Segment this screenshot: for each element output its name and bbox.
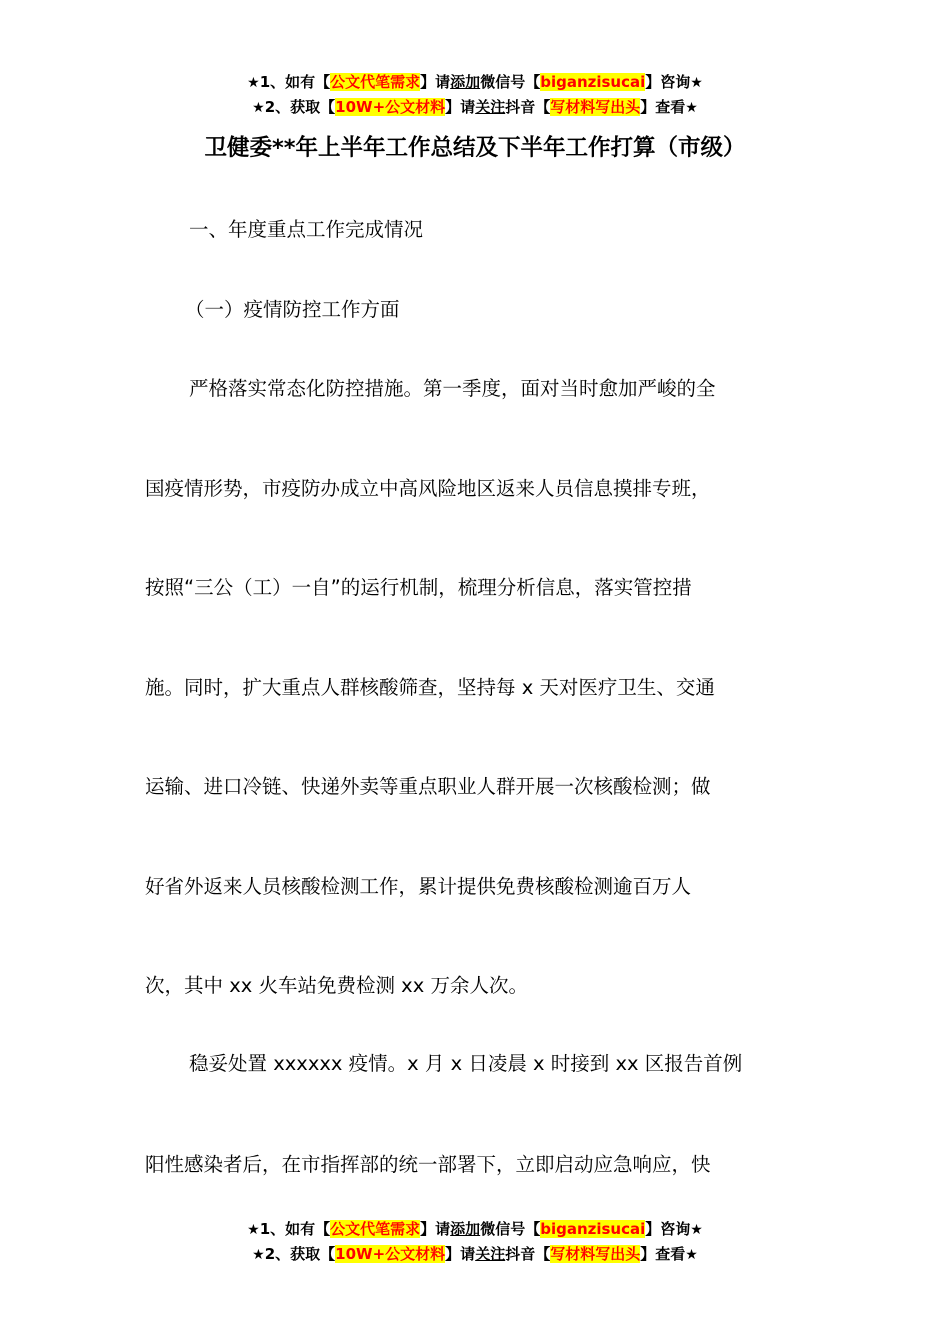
paragraph-line: 国疫情形势，市疫防办成立中高风险地区返来人员信息摸排专班， <box>145 477 711 500</box>
promo-line-1: ★1、如有【公文代笔需求】请添加微信号【biganzisucai】咨询★ <box>247 1220 703 1238</box>
top-promo-banner <box>0 70 950 120</box>
star-icon: ★ <box>685 1247 698 1263</box>
star-icon: ★ <box>247 1222 260 1238</box>
paragraph-line: 稳妥处置 xxxxxx 疫情。x 月 x 日凌晨 x 时接到 xx 区报告首例 <box>189 1052 743 1075</box>
star-icon: ★ <box>252 1247 265 1263</box>
paragraph-line: 阳性感染者后，在市指挥部的统一部署下，立即启动应急响应，快 <box>145 1153 711 1176</box>
star-icon: ★ <box>690 75 703 91</box>
star-icon: ★ <box>685 100 698 116</box>
paragraph-line: 按照“三公（工）一自”的运行机制，梳理分析信息，落实管控措 <box>145 576 692 599</box>
highlight-materials: 10W+公文材料 <box>335 98 446 116</box>
highlight-wechat-id: biganzisucai <box>540 1220 646 1238</box>
highlight-wechat-id: biganzisucai <box>540 73 646 91</box>
paragraph-line: 好省外返来人员核酸检测工作，累计提供免费核酸检测逾百万人 <box>145 875 692 898</box>
section-heading: 一、年度重点工作完成情况 <box>189 218 424 241</box>
highlight-materials: 10W+公文材料 <box>335 1245 446 1263</box>
star-icon: ★ <box>690 1222 703 1238</box>
paragraph-line: 次，其中 xx 火车站免费检测 xx 万余人次。 <box>145 974 528 997</box>
document-title: 卫健委**年上半年工作总结及下半年工作打算（市级） <box>204 135 746 161</box>
star-icon: ★ <box>247 75 260 91</box>
paragraph-line: 严格落实常态化防控措施。第一季度，面对当时愈加严峻的全 <box>189 377 716 400</box>
promo-line-2: ★2、获取【10W+公文材料】请关注抖音【写材料写出头】查看★ <box>252 98 698 116</box>
highlight-douyin-id: 写材料写出头 <box>550 1245 641 1263</box>
paragraph-line: 施。同时，扩大重点人群核酸筛查，坚持每 x 天对医疗卫生、交通 <box>145 676 715 699</box>
star-icon: ★ <box>252 100 265 116</box>
paragraph-line: 运输、进口冷链、快递外卖等重点职业人群开展一次核酸检测；做 <box>145 775 711 798</box>
highlight-douyin-id: 写材料写出头 <box>550 98 641 116</box>
highlight-service: 公文代笔需求 <box>330 1220 421 1238</box>
highlight-service: 公文代笔需求 <box>330 73 421 91</box>
promo-line-2: ★2、获取【10W+公文材料】请关注抖音【写材料写出头】查看★ <box>252 1245 698 1263</box>
promo-line-1: ★1、如有【公文代笔需求】请添加微信号【biganzisucai】咨询★ <box>247 73 703 91</box>
subsection-heading: （一）疫情防控工作方面 <box>185 298 400 321</box>
bottom-promo-banner <box>0 1217 950 1267</box>
